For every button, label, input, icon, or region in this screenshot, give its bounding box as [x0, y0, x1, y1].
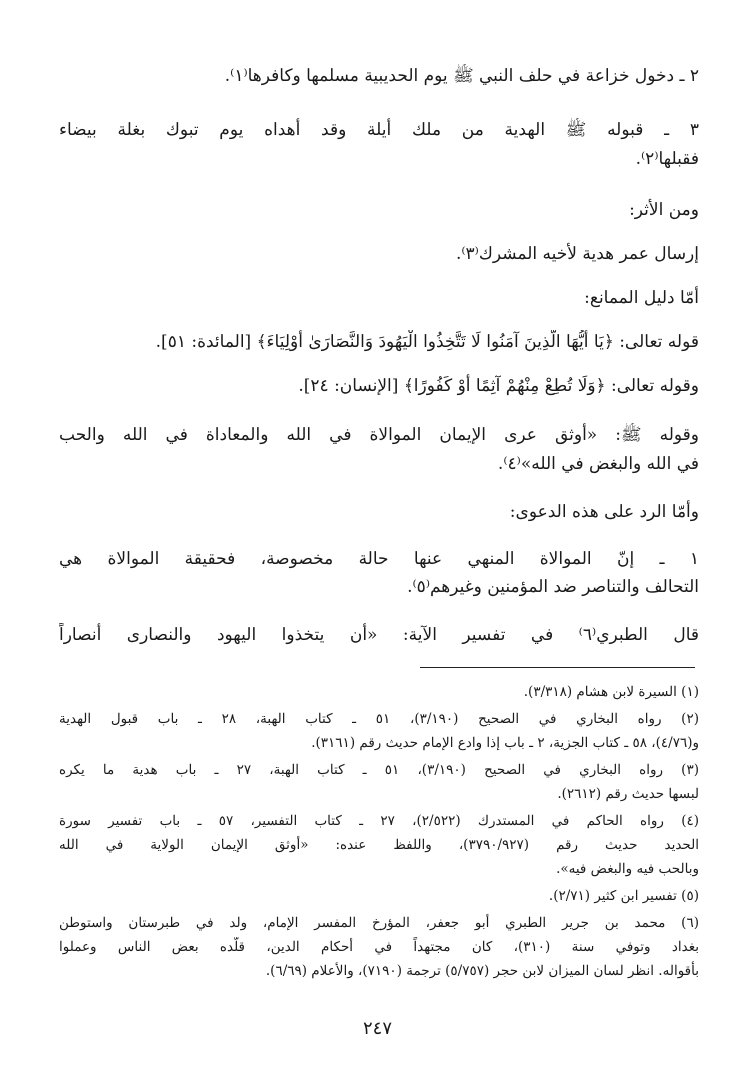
- footnote-line: بأقواله. انظر لسان الميزان لابن حجر (٥/٧٥٧) ترجمة (٧١٩٠)، والأعلام (٦/٦٩).: [265, 963, 699, 979]
- section-heading: ومن الأثر:: [629, 200, 699, 220]
- footnote-line: بغداد وتوفي سنة (٣١٠)، كان مجتهداً في أحكام الدين، قلّده بعض الناس وعملوا: [59, 939, 699, 955]
- footnote-line: الحديد حديث رقم (٣٧٩٠/٩٢٧)، واللفظ عنده: «أوثق الإيمان الولاية في الله: [59, 837, 699, 853]
- text-line: فقبلها⁽٢⁾.: [635, 149, 699, 169]
- text-line: ١ ـ إنّ الموالاة المنهي عنها حالة مخصوصة، فحقيقة الموالاة هي: [59, 549, 699, 569]
- quran-verse-line: وقوله تعالى: ﴿وَلَا تُطِعْ مِنْهُمْ آثِمًا أَوْ كَفُورًا﴾ [الإنسان: ٢٤].: [298, 376, 699, 396]
- footnote-line: وبالحب فيه والبغض فيه».: [556, 861, 699, 877]
- hadith-line: وقوله ﷺ: «أوثق عرى الإيمان الموالاة في الله والمعاداة في الله والحب: [59, 425, 699, 445]
- footnote-line: (٤) رواه الحاكم في المستدرك (٢/٥٢٢)، ٢٧ ـ كتاب التفسير، ٥٧ ـ باب تفسير سورة: [59, 813, 699, 829]
- text-line: ٢ ـ دخول خزاعة في حلف النبي ﷺ يوم الحديبية مسلمها وكافرها⁽١⁾.: [224, 66, 699, 86]
- text-line: إرسال عمر هدية لأخيه المشرك⁽٣⁾.: [455, 244, 699, 264]
- hadith-line: في الله والبغض في الله»⁽٤⁾.: [497, 454, 699, 474]
- quran-verse-line: قوله تعالى: ﴿يَا أَيُّهَا الَّذِينَ آمَنُوا لَا تَتَّخِذُوا الْيَهُودَ وَالنَّصَارَىٰ أَوْلِيَاءَ﴾ [المائدة: ٥١].: [155, 332, 699, 352]
- footnote-line: (٦) محمد بن جرير الطبري أبو جعفر، المؤرخ المفسر الإمام، ولد في طبرستان واستوطن: [59, 915, 699, 931]
- footnote-line: (١) السيرة لابن هشام (٣/٣١٨).: [523, 684, 699, 700]
- page-number: ٢٤٧: [362, 1018, 392, 1039]
- footnote-line: لبسها حديث رقم (٢٦١٢).: [557, 786, 699, 802]
- text-line: ٣ ـ قبوله ﷺ الهدية من ملك أيلة وقد أهداه يوم تبوك بغلة بيضاء: [59, 120, 699, 140]
- text-line: قال الطبري⁽٦⁾ في تفسير الآية: «أن يتخذوا اليهود والنصارى أنصاراً: [59, 625, 699, 645]
- text-line: التحالف والتناصر ضد المؤمنين وغيرهم⁽٥⁾.: [407, 577, 699, 597]
- footnote-line: (٣) رواه البخاري في الصحيح (٣/١٩٠)، ٥١ ـ كتاب الهبة، ٢٧ ـ باب هدية ما يكره: [59, 762, 699, 778]
- footnote-line: و(٤/٧٦)، ٥٨ ـ كتاب الجزية، ٢ ـ باب إذا وادع الإمام حديث رقم (٣١٦١).: [311, 735, 699, 751]
- footnote-line: (٥) تفسير ابن كثير (٢/٧١).: [548, 888, 699, 904]
- section-heading: أمّا دليل الممانع:: [584, 288, 699, 308]
- section-heading: وأمّا الرد على هذه الدعوى:: [509, 502, 699, 522]
- footnote-line: (٢) رواه البخاري في الصحيح (٣/١٩٠)، ٥١ ـ كتاب الهبة، ٢٨ ـ باب قبول الهدية: [59, 711, 699, 727]
- footnote-divider: [420, 667, 695, 668]
